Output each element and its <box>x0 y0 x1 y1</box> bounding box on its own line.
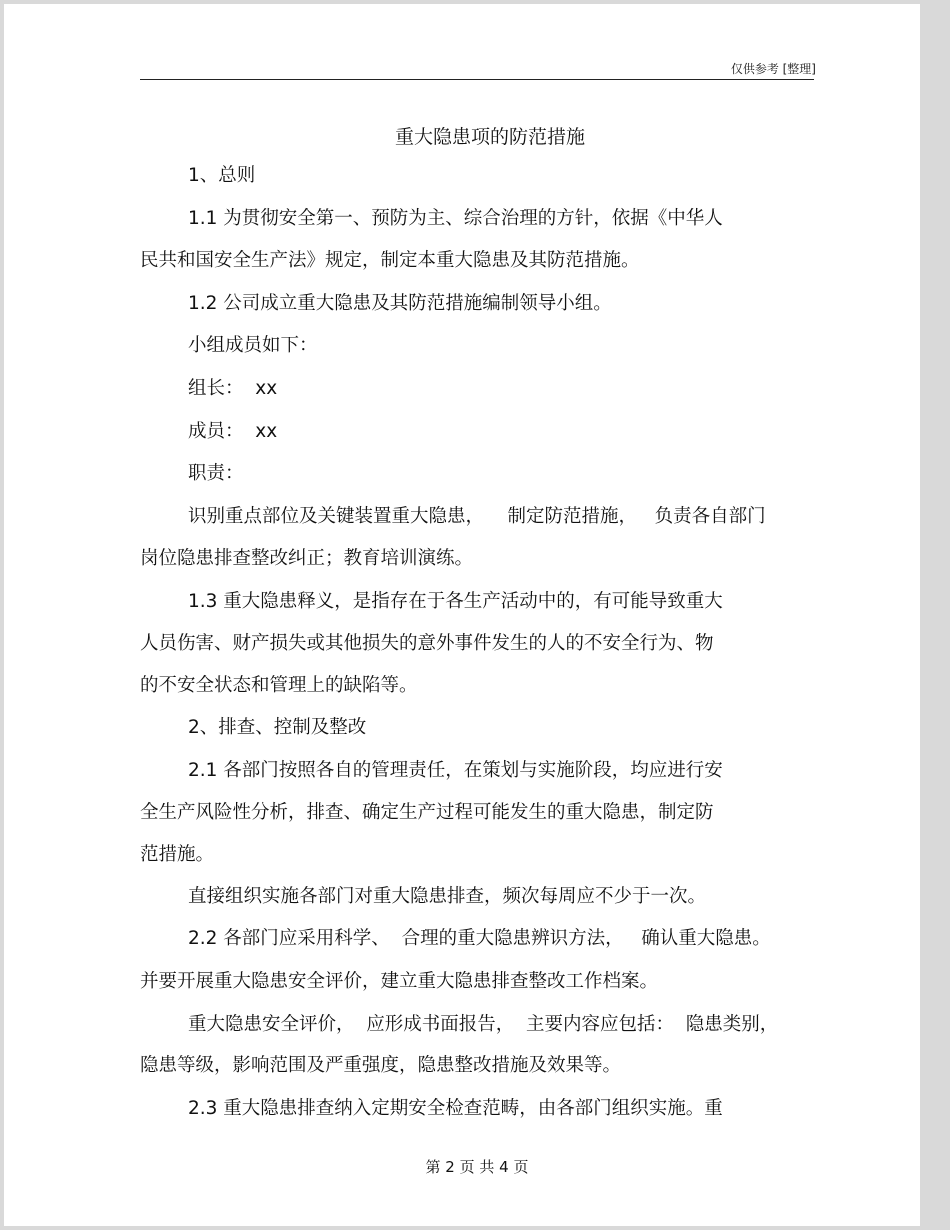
body-line: 组长： xx <box>188 378 278 399</box>
body-line: 人员伤害、财产损失或其他损失的意外事件发生的人的不安全行为、物 <box>140 633 714 654</box>
body-line: 并要开展重大隐患安全评价，建立重大隐患排查整改工作档案。 <box>140 971 659 992</box>
body-line: 小组成员如下： <box>188 335 318 356</box>
body-line: 2、排查、控制及整改 <box>188 717 367 738</box>
body-line: 职责： <box>188 463 244 484</box>
header-note: 仅供参考 [整理] <box>730 62 816 76</box>
body-line: 识别重点部位及关键装置重大隐患， 制定防范措施， 负责各自部门 <box>188 506 766 527</box>
body-line: 2.2 各部门应采用科学、 合理的重大隐患辨识方法， 确认重大隐患。 <box>188 928 771 949</box>
body-line: 岗位隐患排查整改纠正；教育培训演练。 <box>140 548 474 569</box>
body-line: 1.1 为贯彻安全第一、预防为主、综合治理的方针，依据《中华人 <box>188 208 723 229</box>
header-divider <box>140 79 814 80</box>
document-title: 重大隐患项的防范措施 <box>394 126 585 148</box>
body-line: 成员： xx <box>188 421 278 442</box>
body-line: 民共和国安全生产法》规定，制定本重大隐患及其防范措施。 <box>140 250 640 271</box>
document-page <box>4 4 920 1226</box>
body-line: 重大隐患安全评价， 应形成书面报告， 主要内容应包括： 隐患类别， <box>188 1014 779 1035</box>
body-line: 的不安全状态和管理上的缺陷等。 <box>140 675 418 696</box>
body-line: 直接组织实施各部门对重大隐患排查，频次每周应不少于一次。 <box>188 886 707 907</box>
body-line: 1.3 重大隐患释义，是指存在于各生产活动中的，有可能导致重大 <box>188 591 723 612</box>
body-line: 范措施。 <box>140 844 215 865</box>
body-line: 隐患等级，影响范围及严重强度，隐患整改措施及效果等。 <box>140 1055 622 1076</box>
body-line: 2.3 重大隐患排查纳入定期安全检查范畴，由各部门组织实施。重 <box>188 1098 723 1119</box>
body-line: 全生产风险性分析，排查、确定生产过程可能发生的重大隐患，制定防 <box>140 802 714 823</box>
page-number: 第 2 页 共 4 页 <box>425 1158 529 1176</box>
body-line: 2.1 各部门按照各自的管理责任，在策划与实施阶段，均应进行安 <box>188 760 723 781</box>
body-line: 1、总则 <box>188 165 256 186</box>
body-line: 1.2 公司成立重大隐患及其防范措施编制领导小组。 <box>188 293 612 314</box>
